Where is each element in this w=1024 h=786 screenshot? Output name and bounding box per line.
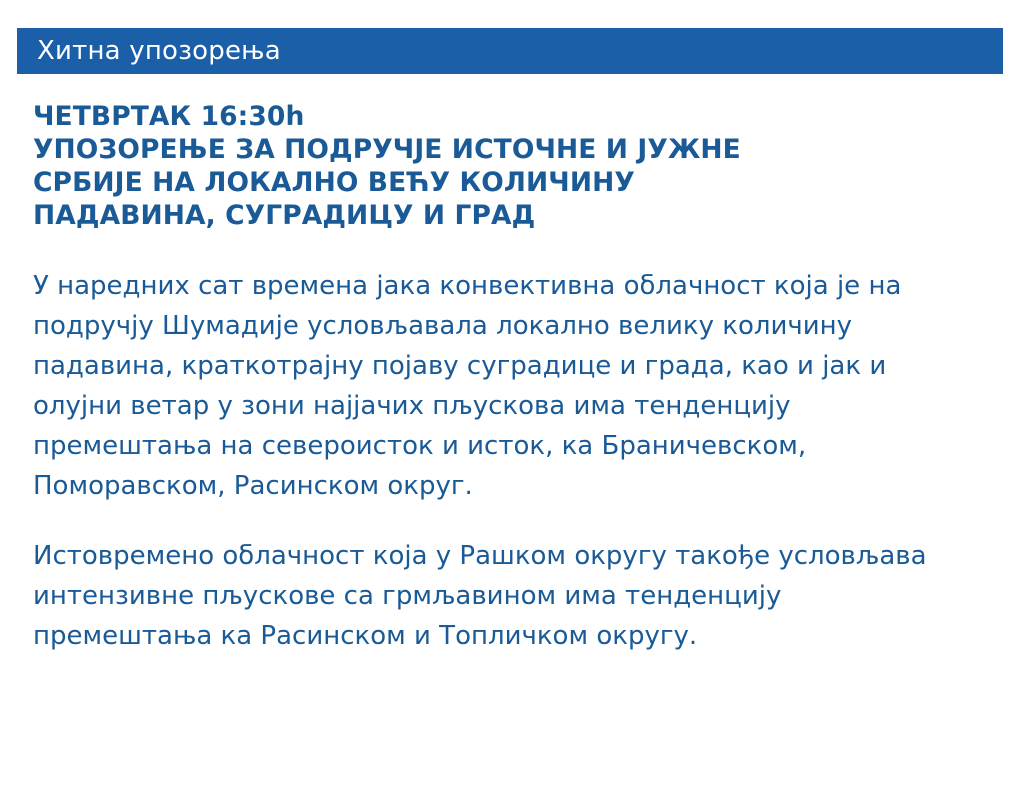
alert-heading-line-3: СРБИЈЕ НА ЛОКАЛНО ВЕЋУ КОЛИЧИНУ xyxy=(33,167,635,198)
alert-heading-line-2: УПОЗОРЕЊЕ ЗА ПОДРУЧЈЕ ИСТОЧНЕ И ЈУЖНЕ xyxy=(33,134,741,165)
alert-heading-line-4: ПАДАВИНА, СУГРАДИЦУ И ГРАД xyxy=(33,200,536,231)
header-bar xyxy=(22,28,1003,74)
alert-heading xyxy=(33,100,983,232)
alert-body xyxy=(33,266,983,656)
page-title: Хитна упозорења xyxy=(37,36,281,66)
alert-paragraph-1: У наредних сат времена јака конвективна облачност која је на подручју Шумадије условљавала локално велику количину падавина, краткотрајну појаву суградице и града, као и јак и олујни ветар у зони најјачих пљускова има тенденцију премештања на североисток и исток, ка Браничевском, Поморавском, Расинском округ. xyxy=(33,271,902,501)
alert-heading-line-1: ЧЕТВРТАК 16:30h xyxy=(33,101,305,132)
alert-paragraph-2: Истовремено облачност која у Рашком округу такође условљава интензивне пљускове са грмљавином има тенденцију премештања ка Расинском и Топличком округу. xyxy=(33,541,927,651)
alert-content xyxy=(33,100,983,656)
